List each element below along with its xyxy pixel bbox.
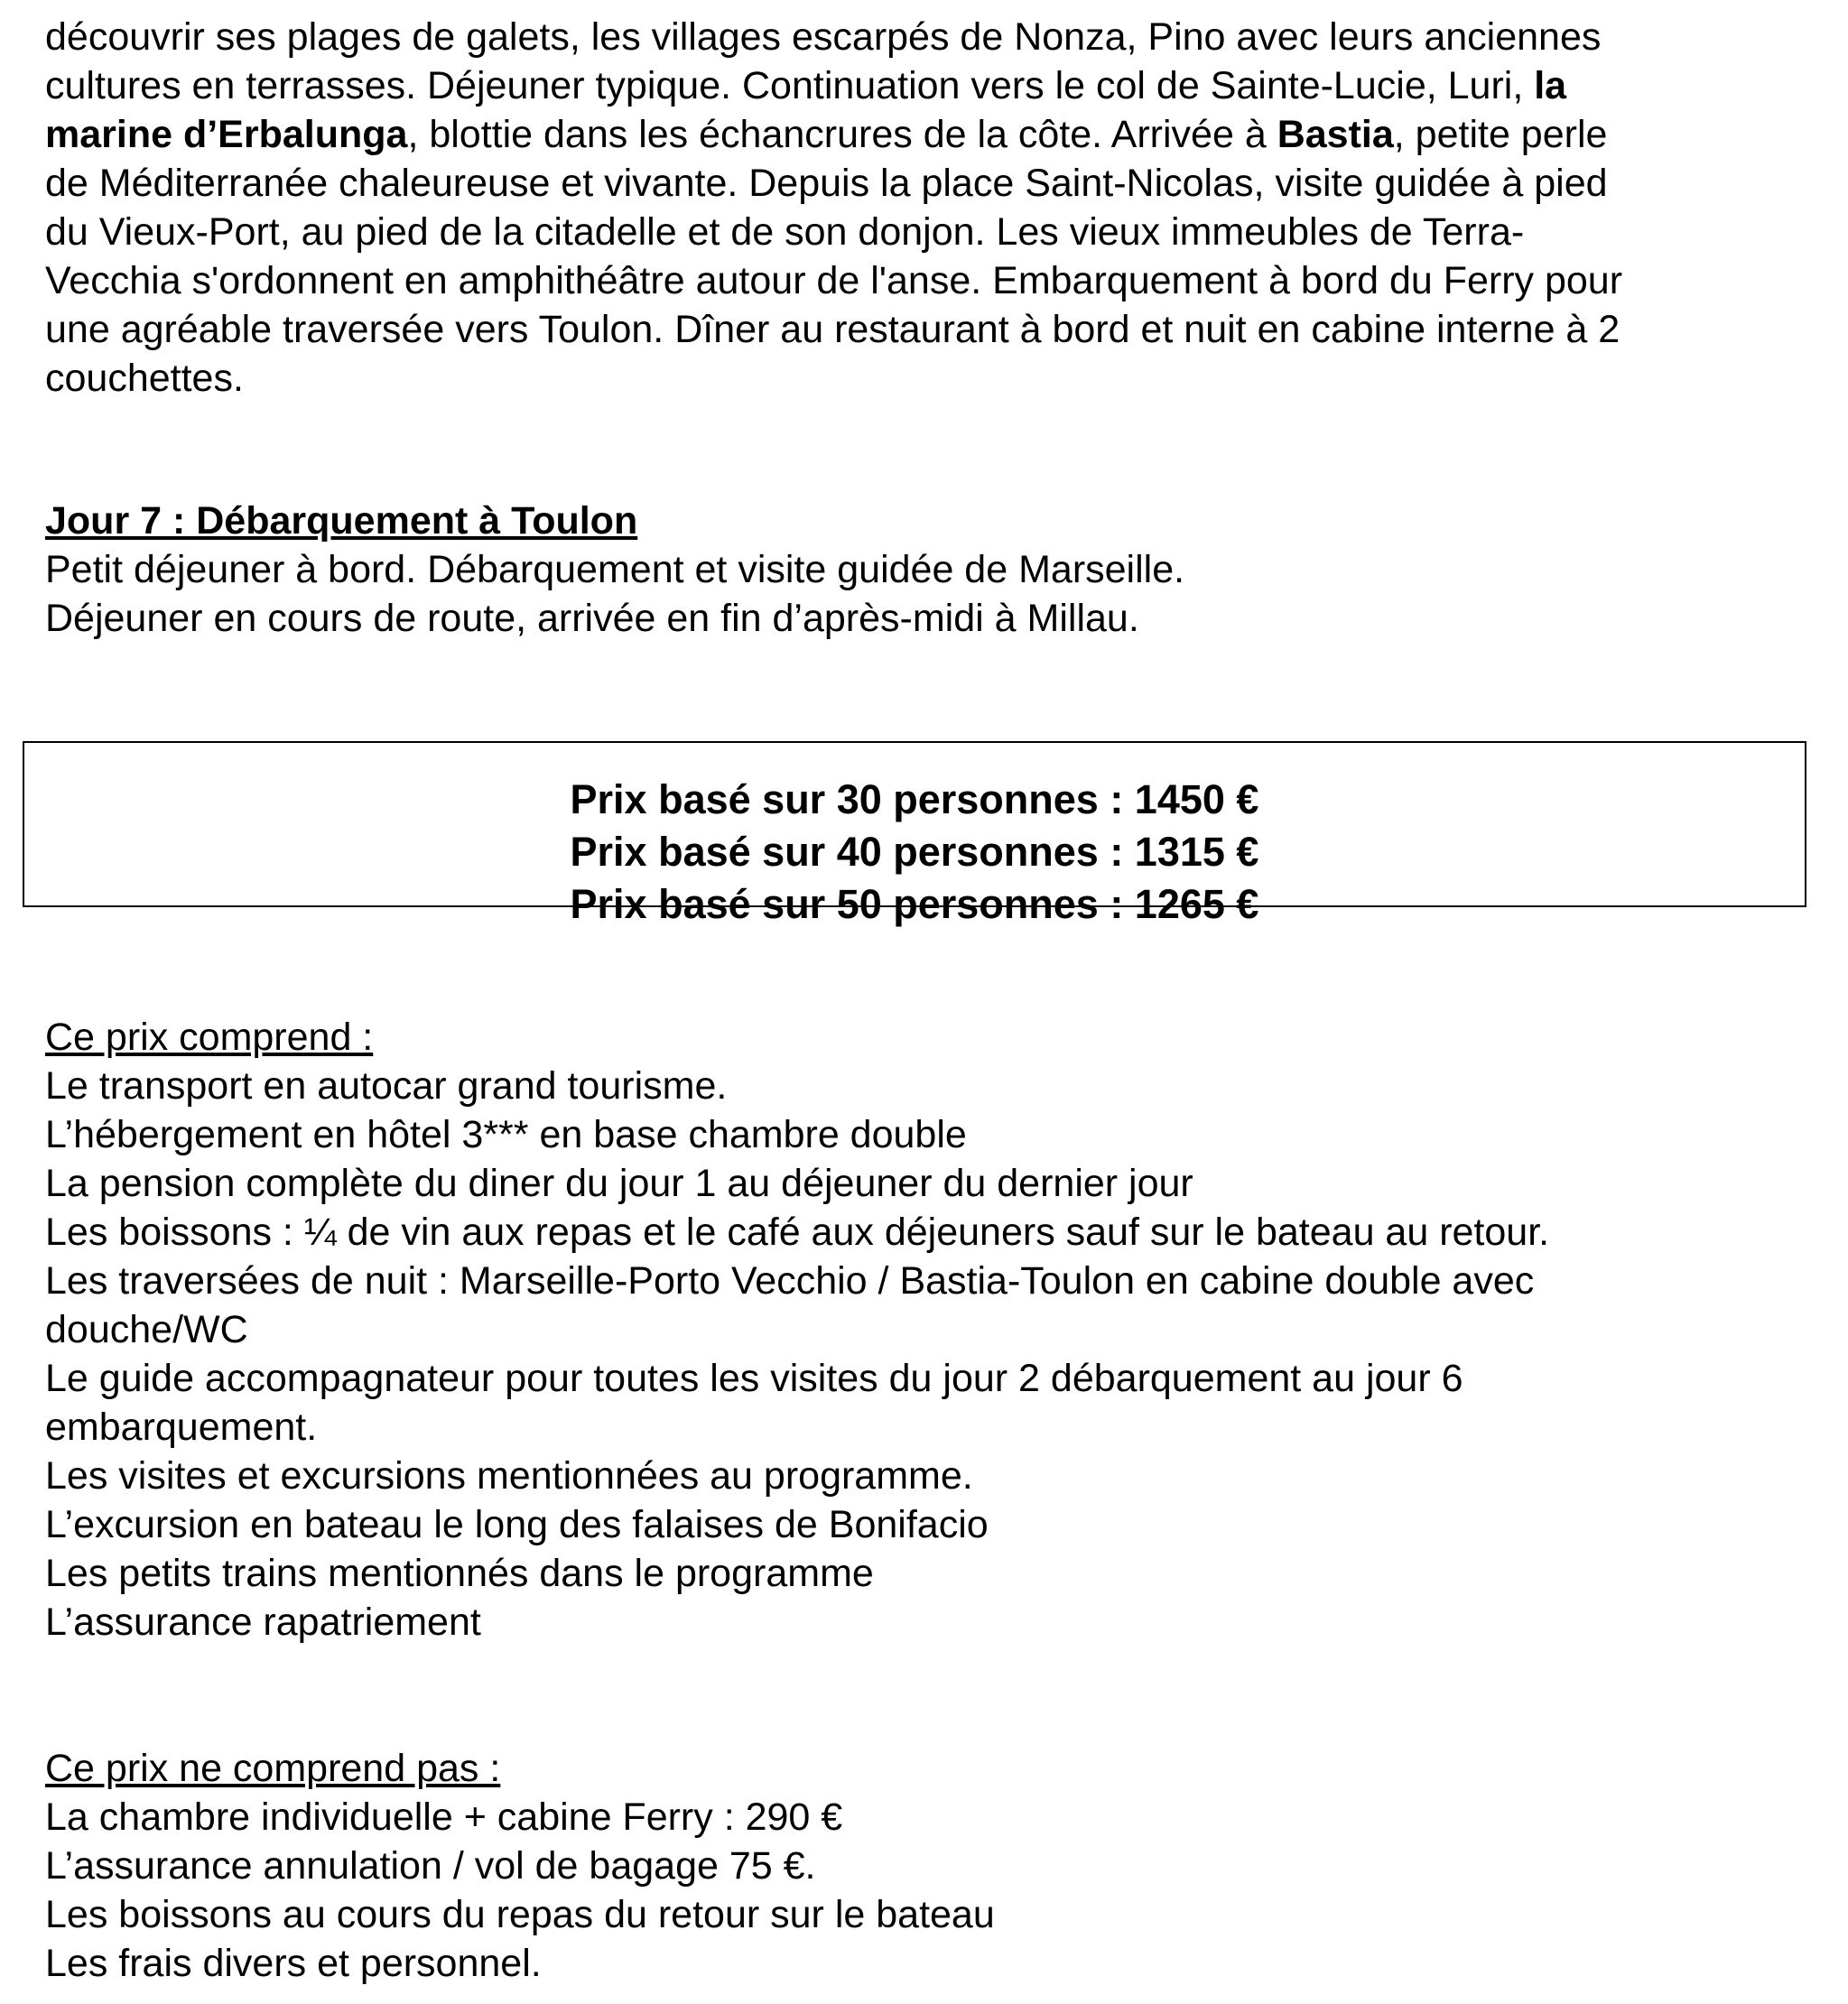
- text-line: Vecchia s'ordonnent en amphithéâtre autour de l'anse. Embarquement à bord du Ferry pour: [45, 259, 1623, 302]
- text-line: couchettes.: [45, 357, 244, 400]
- list-item: La pension complète du diner du jour 1 au déjeuner du dernier jour: [45, 1162, 1193, 1205]
- includes-heading: Ce prix comprend :: [45, 1016, 374, 1059]
- list-item: La chambre individuelle + cabine Ferry : 290 €: [45, 1795, 843, 1839]
- text-line: découvrir ses plages de galets, les villages escarpés de Nonza, Pino avec leurs anciennes: [45, 15, 1602, 59]
- excludes-heading: Ce prix ne comprend pas :: [45, 1747, 501, 1790]
- price-line: Prix basé sur 30 personnes : 1450 €: [570, 776, 1259, 822]
- list-item: Le transport en autocar grand tourisme.: [45, 1064, 728, 1108]
- price-line: Prix basé sur 50 personnes : 1265 €: [570, 881, 1259, 927]
- text-line: de Méditerranée chaleureuse et vivante. Depuis la place Saint-Nicolas, visite guidée à pied: [45, 162, 1608, 205]
- list-item: L’excursion en bateau le long des falaises de Bonifacio: [45, 1503, 989, 1546]
- bold-place-name: Bastia: [1277, 113, 1394, 156]
- list-item: embarquement.: [45, 1406, 318, 1449]
- list-item: douche/WC: [45, 1308, 248, 1351]
- price-excludes-section: [45, 1744, 1815, 1988]
- list-item: Le guide accompagnateur pour toutes les visites du jour 2 débarquement au jour 6: [45, 1357, 1463, 1400]
- list-item: Les frais divers et personnel.: [45, 1942, 542, 1985]
- text-segment: , petite perle: [1393, 113, 1608, 156]
- day6-continuation-paragraph: [45, 13, 1815, 403]
- list-item: L’assurance rapatriement: [45, 1600, 481, 1644]
- text-line: une agréable traversée vers Toulon. Dîner au restaurant à bord et nuit en cabine interne à 2: [45, 308, 1620, 351]
- text-line: Petit déjeuner à bord. Débarquement et visite guidée de Marseille.: [45, 548, 1185, 591]
- price-box: [23, 741, 1806, 927]
- list-item: L’hébergement en hôtel 3*** en base chambre double: [45, 1113, 967, 1156]
- day7-section: [45, 496, 1815, 643]
- text-line: Déjeuner en cours de route, arrivée en fin d’après-midi à Millau.: [45, 597, 1139, 640]
- list-item: L’assurance annulation / vol de bagage 75 €.: [45, 1844, 816, 1888]
- text-line: [45, 61, 1815, 110]
- text-segment: , blottie dans les échancrures de la côte. Arrivée à: [407, 113, 1277, 156]
- price-includes-section: [45, 1013, 1815, 1647]
- text-line: du Vieux-Port, au pied de la citadelle et de son donjon. Les vieux immeubles de Terra-: [45, 210, 1525, 254]
- price-line: Prix basé sur 40 personnes : 1315 €: [570, 829, 1259, 875]
- text-segment: cultures en terrasses. Déjeuner typique. Continuation vers le col de Sainte-Lucie, Luri,: [45, 64, 1535, 107]
- list-item: Les boissons : ¼ de vin aux repas et le café aux déjeuners sauf sur le bateau au retour.: [45, 1211, 1550, 1254]
- text-line: [45, 110, 1815, 159]
- day7-heading: Jour 7 : Débarquement à Toulon: [45, 499, 638, 543]
- list-item: Les traversées de nuit : Marseille-Porto Vecchio / Bastia-Toulon en cabine double avec: [45, 1259, 1535, 1303]
- list-item: Les boissons au cours du repas du retour sur le bateau: [45, 1893, 995, 1936]
- bold-place-name: marine d’Erbalunga: [45, 113, 408, 156]
- bold-place-name: la: [1534, 64, 1567, 107]
- list-item: Les visites et excursions mentionnées au programme.: [45, 1454, 973, 1498]
- list-item: Les petits trains mentionnés dans le programme: [45, 1552, 874, 1595]
